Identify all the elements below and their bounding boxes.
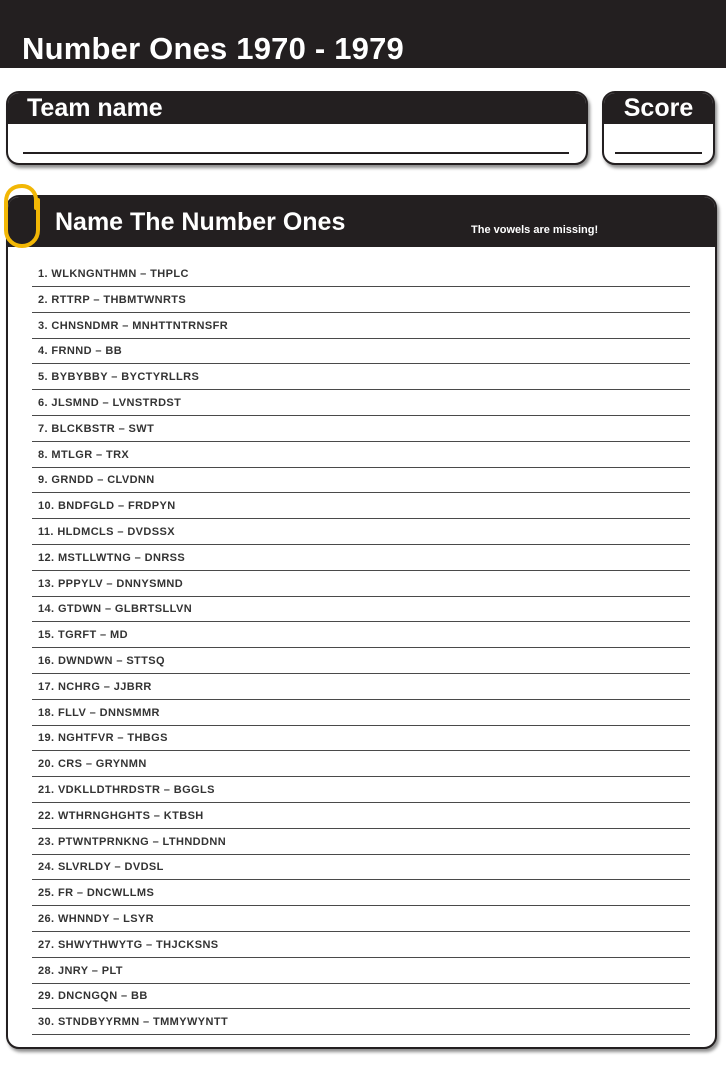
question-text: 26. WHNNDY – LSYR — [38, 912, 155, 925]
question-row — [32, 881, 690, 906]
question-text: 24. SLVRLDY – DVDSL — [38, 861, 164, 874]
question-row — [32, 804, 690, 829]
question-row — [32, 365, 690, 390]
question-text: 25. FR – DNCWLLMS — [38, 887, 155, 900]
team-name-write-line — [23, 152, 569, 154]
question-row — [32, 701, 690, 726]
question-text: 27. SHWYTHWYTG – THJCKSNS — [38, 938, 219, 951]
question-row — [32, 546, 690, 571]
question-text: 30. STNDBYYRMN – TMMYWYNTT — [38, 1016, 229, 1029]
question-row — [32, 726, 690, 751]
question-text: 2. RTTRP – THBMTWNRTS — [38, 293, 187, 306]
question-text: 28. JNRY – PLT — [38, 964, 123, 977]
question-text: 21. VDKLLDTHRDSTR – BGGLS — [38, 783, 215, 796]
page-title: Number Ones 1970 - 1979 — [22, 31, 404, 66]
question-row — [32, 1010, 690, 1035]
question-row — [32, 520, 690, 545]
question-row — [32, 339, 690, 364]
question-row — [32, 494, 690, 519]
question-text: 20. CRS – GRYNMN — [38, 758, 147, 771]
page-header — [0, 0, 726, 68]
question-text: 8. MTLGR – TRX — [38, 448, 130, 461]
question-text: 18. FLLV – DNNSMMR — [38, 706, 160, 719]
question-text: 17. NCHRG – JJBRR — [38, 680, 152, 693]
question-row — [32, 778, 690, 803]
team-name-box — [6, 91, 588, 165]
score-label: Score — [604, 93, 713, 124]
question-text: 6. JLSMND – LVNSTRDST — [38, 396, 182, 409]
question-row — [32, 391, 690, 416]
paper-clip-icon — [0, 182, 50, 252]
vowels-missing-note: The vowels are missing! — [471, 224, 599, 236]
question-row — [32, 675, 690, 700]
question-text: 23. PTWNTPRNKNG – LTHNDDNN — [38, 835, 227, 848]
question-text: 4. FRNND – BB — [38, 345, 123, 358]
question-row — [32, 314, 690, 339]
question-row — [32, 288, 690, 313]
question-row — [32, 752, 690, 777]
question-row — [32, 959, 690, 984]
question-row — [32, 262, 690, 287]
question-text: 1. WLKNGNTHMN – THPLC — [38, 268, 189, 280]
score-box — [602, 91, 715, 165]
quiz-box — [6, 195, 717, 1049]
quiz-title: Name The Number Ones — [55, 208, 346, 236]
question-text: 14. GTDWN – GLBRTSLLVN — [38, 603, 193, 616]
question-row — [32, 933, 690, 958]
question-text: 7. BLCKBSTR – SWT — [38, 422, 155, 435]
question-row — [32, 830, 690, 855]
question-row — [32, 572, 690, 597]
question-row — [32, 984, 690, 1009]
team-name-label: Team name — [8, 93, 586, 124]
question-text: 16. DWNDWN – STTSQ — [38, 654, 165, 667]
question-text: 22. WTHRNGHGHTS – KTBSH — [38, 809, 204, 822]
question-row — [32, 623, 690, 648]
question-text: 13. PPPYLV – DNNYSMND — [38, 577, 184, 590]
score-write-line — [615, 152, 702, 154]
question-row — [32, 907, 690, 932]
question-text: 5. BYBYBBY – BYCTYRLLRS — [38, 371, 200, 384]
question-row — [32, 649, 690, 674]
question-list — [32, 262, 690, 1036]
question-text: 29. DNCNGQN – BB — [38, 990, 148, 1003]
quiz-header — [8, 197, 715, 247]
question-text: 12. MSTLLWTNG – DNRSS — [38, 551, 186, 564]
question-text: 19. NGHTFVR – THBGS — [38, 732, 168, 745]
question-row — [32, 597, 690, 622]
question-text: 10. BNDFGLD – FRDPYN — [38, 500, 176, 513]
question-row — [32, 468, 690, 493]
question-text: 11. HLDMCLS – DVDSSX — [38, 525, 175, 538]
question-row — [32, 417, 690, 442]
question-row — [32, 855, 690, 880]
question-row — [32, 443, 690, 468]
question-text: 15. TGRFT – MD — [38, 629, 128, 642]
question-text: 3. CHNSNDMR – MNHTTNTRNSFR — [38, 319, 229, 332]
question-text: 9. GRNDD – CLVDNN — [38, 474, 155, 487]
